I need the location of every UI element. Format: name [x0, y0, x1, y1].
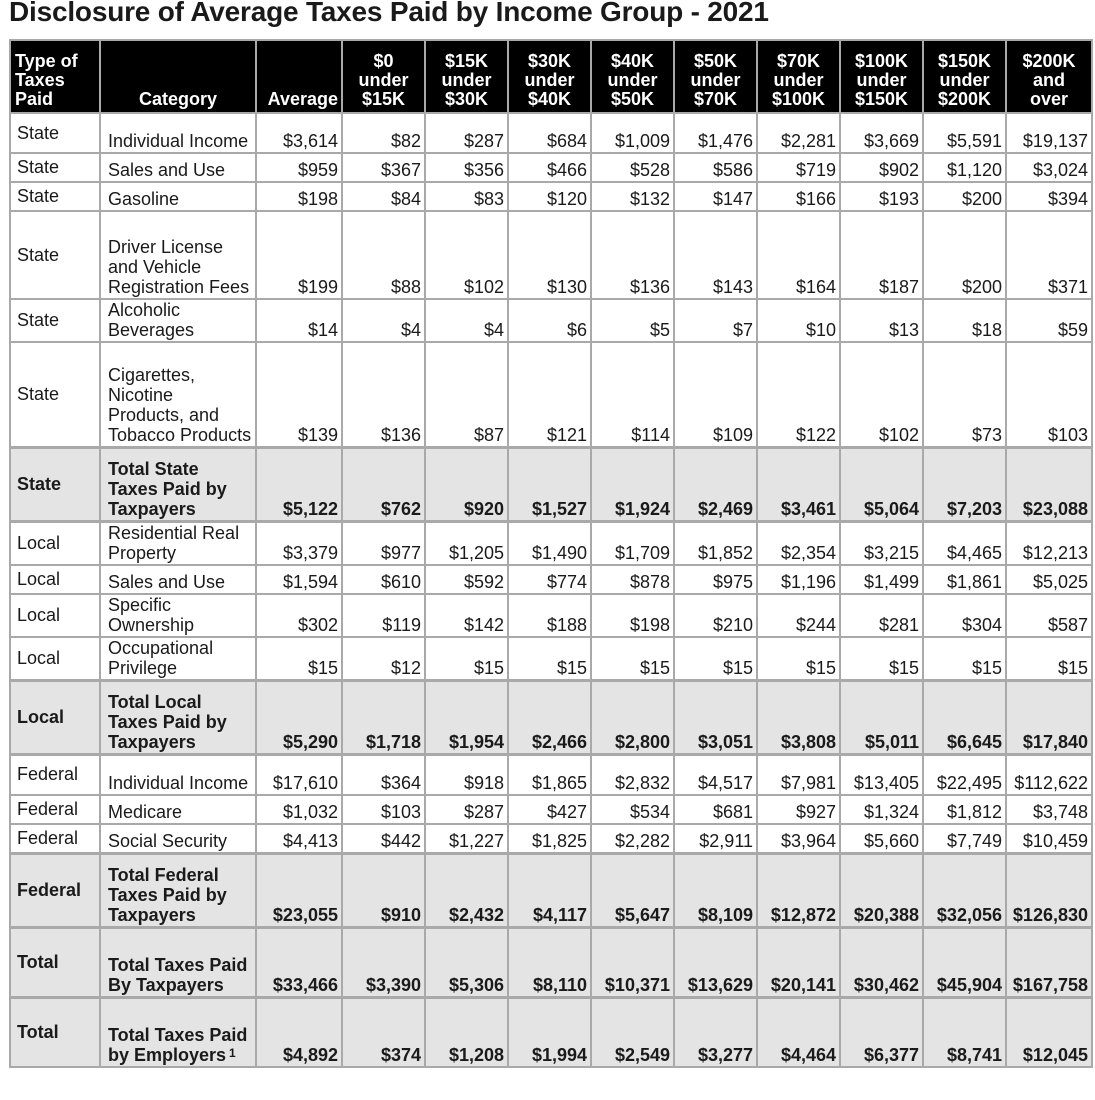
- income-group-value-cell: $5,591: [923, 113, 1006, 153]
- income-group-value-cell: $364: [342, 754, 425, 795]
- income-group-value-cell: $902: [840, 153, 923, 182]
- income-group-value-cell: $130: [508, 211, 591, 299]
- income-group-value-cell: $1,709: [591, 521, 674, 565]
- income-group-value-cell: $1,852: [674, 521, 757, 565]
- income-group-value-cell: $114: [591, 342, 674, 447]
- income-group-value-cell: $1,954: [425, 680, 508, 754]
- income-group-value-cell: $927: [757, 795, 840, 824]
- income-group-value-cell: $5,011: [840, 680, 923, 754]
- table-row: [10, 211, 1092, 299]
- category-label: Total Taxes Paid by Employers: [108, 1025, 248, 1065]
- income-group-value-cell: $3,051: [674, 680, 757, 754]
- income-group-value-cell: $920: [425, 447, 508, 521]
- income-group-value-cell: $6: [508, 299, 591, 342]
- income-group-value-cell: $3,390: [342, 927, 425, 997]
- income-group-value-cell: $2,832: [591, 754, 674, 795]
- income-group-value-cell: $8,741: [923, 997, 1006, 1067]
- income-group-value-cell: $1,825: [508, 824, 591, 853]
- income-group-value-cell: $59: [1006, 299, 1092, 342]
- tax-type-cell: Local: [10, 565, 100, 594]
- income-group-value-cell: $120: [508, 182, 591, 211]
- category-cell: [100, 853, 256, 927]
- total-row: [10, 447, 1092, 521]
- income-group-value-cell: $592: [425, 565, 508, 594]
- income-group-value-cell: $121: [508, 342, 591, 447]
- tax-type-cell: State: [10, 447, 100, 521]
- income-group-value-cell: $73: [923, 342, 1006, 447]
- income-group-value-cell: $774: [508, 565, 591, 594]
- income-group-value-cell: $2,282: [591, 824, 674, 853]
- category-label: Individual Income: [108, 773, 249, 793]
- tax-type-cell: Local: [10, 680, 100, 754]
- income-group-value-cell: $1,120: [923, 153, 1006, 182]
- income-group-value-cell: $287: [425, 795, 508, 824]
- category-cell: [100, 447, 256, 521]
- average-value-cell: $14: [256, 299, 342, 342]
- income-group-value-cell: $1,208: [425, 997, 508, 1067]
- table-row: [10, 637, 1092, 681]
- header-income-group: $70K under $100K: [757, 40, 840, 113]
- income-group-value-cell: $1,205: [425, 521, 508, 565]
- income-group-value-cell: $3,964: [757, 824, 840, 853]
- income-group-value-cell: $534: [591, 795, 674, 824]
- income-group-value-cell: $5,064: [840, 447, 923, 521]
- income-group-value-cell: $122: [757, 342, 840, 447]
- tax-type-cell: State: [10, 182, 100, 211]
- tax-type-cell: Total: [10, 997, 100, 1067]
- income-group-value-cell: $4,465: [923, 521, 1006, 565]
- average-value-cell: $5,122: [256, 447, 342, 521]
- income-group-value-cell: $32,056: [923, 853, 1006, 927]
- category-label: Occupational Privilege: [108, 637, 214, 678]
- tax-type-cell: State: [10, 342, 100, 447]
- income-group-value-cell: $147: [674, 182, 757, 211]
- income-group-value-cell: $200: [923, 182, 1006, 211]
- average-value-cell: $1,594: [256, 565, 342, 594]
- income-group-value-cell: $7: [674, 299, 757, 342]
- income-group-value-cell: $681: [674, 795, 757, 824]
- income-group-value-cell: $2,469: [674, 447, 757, 521]
- income-group-value-cell: $3,748: [1006, 795, 1092, 824]
- income-group-value-cell: $1,718: [342, 680, 425, 754]
- income-group-value-cell: $82: [342, 113, 425, 153]
- tax-type-cell: Federal: [10, 754, 100, 795]
- income-group-value-cell: $1,861: [923, 565, 1006, 594]
- income-group-value-cell: $610: [342, 565, 425, 594]
- total-row: [10, 680, 1092, 754]
- income-group-value-cell: $112,622: [1006, 754, 1092, 795]
- table-row: [10, 342, 1092, 447]
- table-header: [10, 40, 1092, 113]
- income-group-value-cell: $528: [591, 153, 674, 182]
- income-group-value-cell: $1,324: [840, 795, 923, 824]
- income-group-value-cell: $1,196: [757, 565, 840, 594]
- income-group-value-cell: $102: [840, 342, 923, 447]
- income-group-value-cell: $84: [342, 182, 425, 211]
- category-label: Individual Income: [108, 131, 249, 151]
- header-income-group: $50K under $70K: [674, 40, 757, 113]
- category-label: Alcoholic Beverages: [108, 300, 195, 340]
- category-label: Driver License and Vehicle Registration Fees: [108, 237, 250, 297]
- average-value-cell: $3,379: [256, 521, 342, 565]
- income-group-value-cell: $762: [342, 447, 425, 521]
- income-group-value-cell: $719: [757, 153, 840, 182]
- category-label: Cigarettes, Nicotine Products, and Tobacco Products: [108, 364, 252, 445]
- header-type-of-taxes-paid: Type of Taxes Paid: [10, 40, 100, 113]
- income-group-value-cell: $119: [342, 594, 425, 637]
- category-label: Total Federal Taxes Paid by Taxpayers: [108, 864, 227, 925]
- category-cell: [100, 211, 256, 299]
- income-group-value-cell: $4: [425, 299, 508, 342]
- income-group-value-cell: $3,669: [840, 113, 923, 153]
- category-label: Sales and Use: [108, 571, 226, 592]
- tax-type-cell: Total: [10, 927, 100, 997]
- average-value-cell: $139: [256, 342, 342, 447]
- average-value-cell: $3,614: [256, 113, 342, 153]
- income-group-value-cell: $8,110: [508, 927, 591, 997]
- category-cell: [100, 795, 256, 824]
- income-group-value-cell: $200: [923, 211, 1006, 299]
- income-group-value-cell: $12: [342, 637, 425, 681]
- income-group-value-cell: $586: [674, 153, 757, 182]
- tax-type-cell: Local: [10, 637, 100, 681]
- income-group-value-cell: $20,141: [757, 927, 840, 997]
- income-group-value-cell: $12,045: [1006, 997, 1092, 1067]
- income-group-value-cell: $6,645: [923, 680, 1006, 754]
- tax-type-cell: State: [10, 113, 100, 153]
- total-row: [10, 997, 1092, 1067]
- income-group-value-cell: $4: [342, 299, 425, 342]
- income-group-value-cell: $8,109: [674, 853, 757, 927]
- page-title: Disclosure of Average Taxes Paid by Income Group - 2021: [9, 0, 769, 27]
- income-group-value-cell: $12,872: [757, 853, 840, 927]
- income-group-value-cell: $193: [840, 182, 923, 211]
- income-group-value-cell: $878: [591, 565, 674, 594]
- average-value-cell: $1,032: [256, 795, 342, 824]
- income-group-value-cell: $2,911: [674, 824, 757, 853]
- income-group-value-cell: $394: [1006, 182, 1092, 211]
- income-group-value-cell: $102: [425, 211, 508, 299]
- income-group-value-cell: $15: [508, 637, 591, 681]
- category-cell: [100, 680, 256, 754]
- category-label: Medicare: [108, 802, 183, 822]
- tax-type-cell: State: [10, 299, 100, 342]
- table-row: [10, 754, 1092, 795]
- footnote-marker: 1: [229, 1046, 236, 1060]
- income-group-value-cell: $1,490: [508, 521, 591, 565]
- income-group-value-cell: $2,800: [591, 680, 674, 754]
- income-group-value-cell: $356: [425, 153, 508, 182]
- income-group-value-cell: $187: [840, 211, 923, 299]
- income-group-value-cell: $5,660: [840, 824, 923, 853]
- average-value-cell: $33,466: [256, 927, 342, 997]
- income-group-value-cell: $88: [342, 211, 425, 299]
- table-row: [10, 521, 1092, 565]
- table-row: [10, 153, 1092, 182]
- tax-type-cell: Federal: [10, 824, 100, 853]
- income-group-value-cell: $87: [425, 342, 508, 447]
- income-group-value-cell: $20,388: [840, 853, 923, 927]
- average-value-cell: $4,413: [256, 824, 342, 853]
- income-group-value-cell: $188: [508, 594, 591, 637]
- income-group-value-cell: $1,994: [508, 997, 591, 1067]
- income-group-value-cell: $2,432: [425, 853, 508, 927]
- income-group-value-cell: $587: [1006, 594, 1092, 637]
- income-group-value-cell: $975: [674, 565, 757, 594]
- income-group-value-cell: $466: [508, 153, 591, 182]
- category-label: Social Security: [108, 830, 228, 851]
- income-group-value-cell: $1,009: [591, 113, 674, 153]
- average-value-cell: $198: [256, 182, 342, 211]
- income-group-value-cell: $1,812: [923, 795, 1006, 824]
- average-value-cell: $17,610: [256, 754, 342, 795]
- income-group-value-cell: $23,088: [1006, 447, 1092, 521]
- average-value-cell: $23,055: [256, 853, 342, 927]
- income-group-value-cell: $30,462: [840, 927, 923, 997]
- income-group-value-cell: $83: [425, 182, 508, 211]
- tax-table: [9, 39, 1093, 1068]
- income-group-value-cell: $2,281: [757, 113, 840, 153]
- category-cell: [100, 824, 256, 853]
- income-group-value-cell: $3,215: [840, 521, 923, 565]
- income-group-value-cell: $977: [342, 521, 425, 565]
- income-group-value-cell: $10,459: [1006, 824, 1092, 853]
- table-row: [10, 299, 1092, 342]
- income-group-value-cell: $15: [425, 637, 508, 681]
- income-group-value-cell: $15: [923, 637, 1006, 681]
- average-value-cell: $15: [256, 637, 342, 681]
- income-group-value-cell: $910: [342, 853, 425, 927]
- income-group-value-cell: $1,227: [425, 824, 508, 853]
- header-average: Average: [256, 40, 342, 113]
- income-group-value-cell: $244: [757, 594, 840, 637]
- income-group-value-cell: $5: [591, 299, 674, 342]
- header-income-group: $100K under $150K: [840, 40, 923, 113]
- average-value-cell: $4,892: [256, 997, 342, 1067]
- income-group-value-cell: $1,476: [674, 113, 757, 153]
- category-cell: [100, 521, 256, 565]
- income-group-value-cell: $143: [674, 211, 757, 299]
- table-wrapper: [9, 39, 1086, 1068]
- income-group-value-cell: $4,464: [757, 997, 840, 1067]
- income-group-value-cell: $4,117: [508, 853, 591, 927]
- tax-type-cell: Federal: [10, 853, 100, 927]
- income-group-value-cell: $4,517: [674, 754, 757, 795]
- income-group-value-cell: $12,213: [1006, 521, 1092, 565]
- category-cell: [100, 113, 256, 153]
- income-group-value-cell: $210: [674, 594, 757, 637]
- income-group-value-cell: $7,203: [923, 447, 1006, 521]
- category-cell: [100, 997, 256, 1067]
- income-group-value-cell: $281: [840, 594, 923, 637]
- income-group-value-cell: $45,904: [923, 927, 1006, 997]
- income-group-value-cell: $136: [342, 342, 425, 447]
- average-value-cell: $199: [256, 211, 342, 299]
- category-label: Specific Ownership: [108, 594, 195, 635]
- income-group-value-cell: $17,840: [1006, 680, 1092, 754]
- category-label: Total State Taxes Paid by Taxpayers: [108, 458, 227, 519]
- income-group-value-cell: $3,808: [757, 680, 840, 754]
- income-group-value-cell: $13,629: [674, 927, 757, 997]
- income-group-value-cell: $103: [342, 795, 425, 824]
- income-group-value-cell: $167,758: [1006, 927, 1092, 997]
- table-row: [10, 824, 1092, 853]
- category-label: Sales and Use: [108, 160, 226, 180]
- average-value-cell: $302: [256, 594, 342, 637]
- income-group-value-cell: $132: [591, 182, 674, 211]
- tax-type-cell: State: [10, 211, 100, 299]
- header-row: [10, 40, 1092, 113]
- income-group-value-cell: $15: [757, 637, 840, 681]
- income-group-value-cell: $15: [591, 637, 674, 681]
- category-cell: [100, 342, 256, 447]
- income-group-value-cell: $198: [591, 594, 674, 637]
- tax-type-cell: Federal: [10, 795, 100, 824]
- header-income-group: $40K under $50K: [591, 40, 674, 113]
- income-group-value-cell: $287: [425, 113, 508, 153]
- income-group-value-cell: $164: [757, 211, 840, 299]
- income-group-value-cell: $166: [757, 182, 840, 211]
- income-group-value-cell: $109: [674, 342, 757, 447]
- income-group-value-cell: $1,865: [508, 754, 591, 795]
- income-group-value-cell: $13: [840, 299, 923, 342]
- income-group-value-cell: $136: [591, 211, 674, 299]
- income-group-value-cell: $374: [342, 997, 425, 1067]
- income-group-value-cell: $1,924: [591, 447, 674, 521]
- income-group-value-cell: $5,647: [591, 853, 674, 927]
- table-row: [10, 182, 1092, 211]
- income-group-value-cell: $2,466: [508, 680, 591, 754]
- income-group-value-cell: $7,981: [757, 754, 840, 795]
- income-group-value-cell: $10: [757, 299, 840, 342]
- category-cell: [100, 594, 256, 637]
- income-group-value-cell: $15: [840, 637, 923, 681]
- total-row: [10, 853, 1092, 927]
- category-cell: [100, 927, 256, 997]
- category-cell: [100, 637, 256, 681]
- income-group-value-cell: $1,527: [508, 447, 591, 521]
- income-group-value-cell: $3,277: [674, 997, 757, 1067]
- income-group-value-cell: $142: [425, 594, 508, 637]
- header-income-group: $200K and over: [1006, 40, 1092, 113]
- category-cell: [100, 299, 256, 342]
- average-value-cell: $5,290: [256, 680, 342, 754]
- tax-type-cell: Local: [10, 594, 100, 637]
- header-income-group: $0 under $15K: [342, 40, 425, 113]
- income-group-value-cell: $5,025: [1006, 565, 1092, 594]
- income-group-value-cell: $442: [342, 824, 425, 853]
- average-value-cell: $959: [256, 153, 342, 182]
- income-group-value-cell: $22,495: [923, 754, 1006, 795]
- category-label: Total Local Taxes Paid by Taxpayers: [108, 691, 227, 752]
- header-income-group: $150K under $200K: [923, 40, 1006, 113]
- table-row: [10, 795, 1092, 824]
- income-group-value-cell: $1,499: [840, 565, 923, 594]
- income-group-value-cell: $15: [674, 637, 757, 681]
- income-group-value-cell: $7,749: [923, 824, 1006, 853]
- income-group-value-cell: $18: [923, 299, 1006, 342]
- income-group-value-cell: $10,371: [591, 927, 674, 997]
- income-group-value-cell: $126,830: [1006, 853, 1092, 927]
- category-label: Total Taxes Paid By Taxpayers: [108, 954, 248, 995]
- tax-type-cell: State: [10, 153, 100, 182]
- income-group-value-cell: $13,405: [840, 754, 923, 795]
- table-row: [10, 113, 1092, 153]
- income-group-value-cell: $19,137: [1006, 113, 1092, 153]
- table-row: [10, 565, 1092, 594]
- income-group-value-cell: $367: [342, 153, 425, 182]
- income-group-value-cell: $2,354: [757, 521, 840, 565]
- total-row: [10, 927, 1092, 997]
- category-cell: [100, 182, 256, 211]
- header-category: Category: [100, 40, 256, 113]
- header-income-group: $15K under $30K: [425, 40, 508, 113]
- income-group-value-cell: $918: [425, 754, 508, 795]
- category-cell: [100, 754, 256, 795]
- header-income-group: $30K under $40K: [508, 40, 591, 113]
- income-group-value-cell: $5,306: [425, 927, 508, 997]
- income-group-value-cell: $3,461: [757, 447, 840, 521]
- income-group-value-cell: $2,549: [591, 997, 674, 1067]
- income-group-value-cell: $304: [923, 594, 1006, 637]
- income-group-value-cell: $427: [508, 795, 591, 824]
- income-group-value-cell: $684: [508, 113, 591, 153]
- income-group-value-cell: $15: [1006, 637, 1092, 681]
- tax-type-cell: Local: [10, 521, 100, 565]
- category-label: Gasoline: [108, 189, 180, 209]
- table-body: [10, 113, 1092, 1067]
- category-label: Residential Real Property: [108, 522, 240, 563]
- income-group-value-cell: $103: [1006, 342, 1092, 447]
- income-group-value-cell: $3,024: [1006, 153, 1092, 182]
- category-cell: [100, 153, 256, 182]
- income-group-value-cell: $6,377: [840, 997, 923, 1067]
- income-group-value-cell: $371: [1006, 211, 1092, 299]
- category-cell: [100, 565, 256, 594]
- table-row: [10, 594, 1092, 637]
